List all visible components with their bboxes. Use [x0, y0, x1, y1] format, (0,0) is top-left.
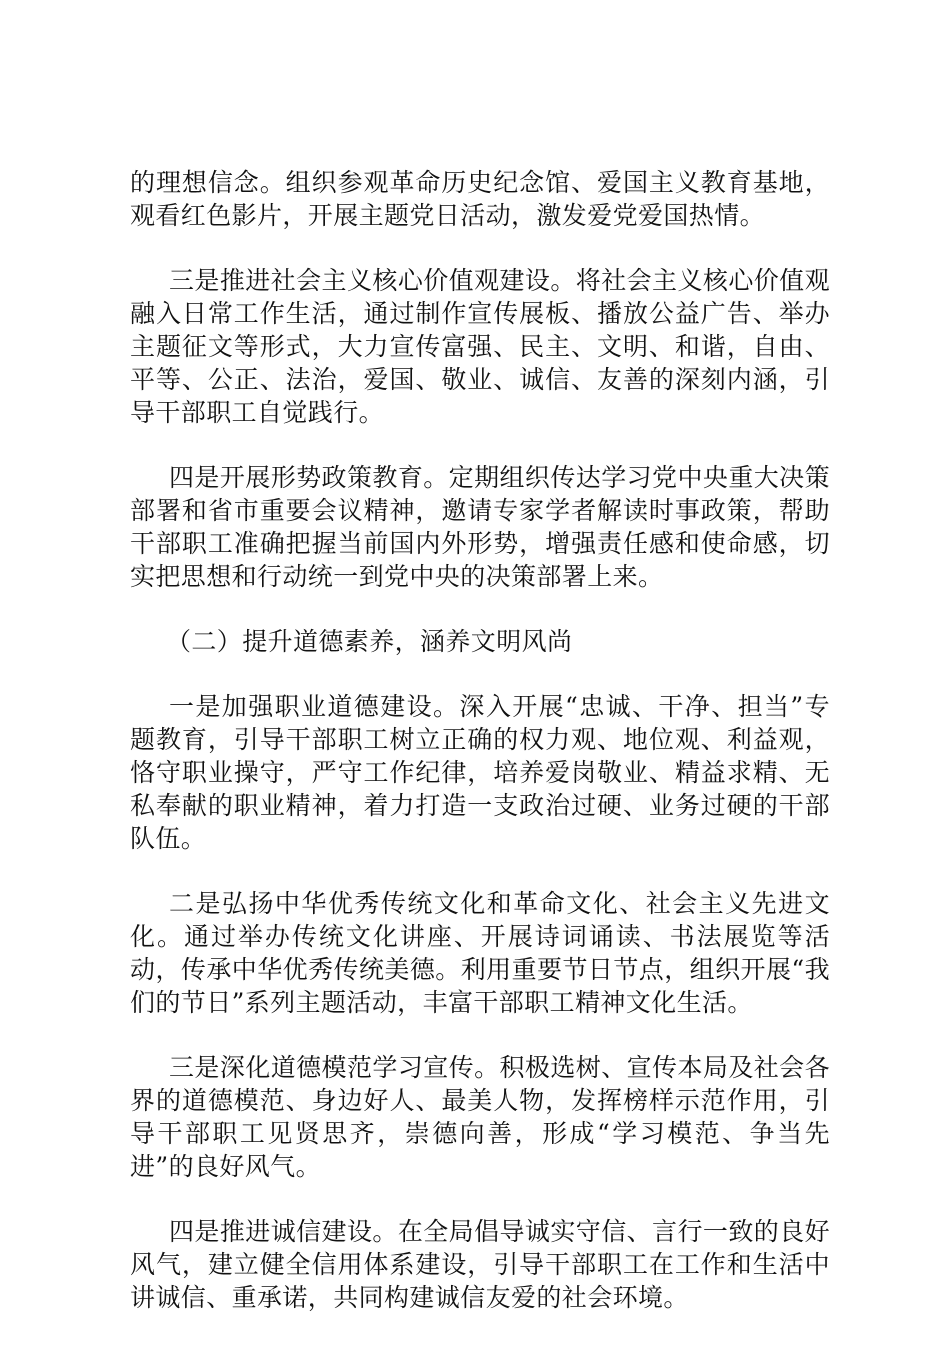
paragraph-policy-education: 四是开展形势政策教育。定期组织传达学习党中央重大决策部署和省市重要会议精神，邀请专家学者解读时事政策，帮助干部职工准确把握当前国内外形势，增强责任感和使命感，切实把思想和行动统一到党中央的决策部署上来。 [130, 463, 830, 591]
paragraph-core-values: 三是推进社会主义核心价值观建设。将社会主义核心价值观融入日常工作生活，通过制作宣传展板、播放公益广告、举办主题征文等形式，大力宣传富强、民主、文明、和谐，自由、平等、公正、法治，爱国、敬业、诚信、友善的深刻内涵，引导干部职工自觉践行。 [130, 266, 830, 427]
paragraph-integrity: 四是推进诚信建设。在全局倡导诚实守信、言行一致的良好风气，建立健全信用体系建设，引导干部职工在工作和生活中讲诚信、重承诺，共同构建诚信友爱的社会环境。 [130, 1217, 830, 1312]
section-heading: （二）提升道德素养，涵养文明风尚 [166, 627, 573, 656]
paragraph-professional-ethics: 一是加强职业道德建设。深入开展“忠诚、干净、担当”专题教育，引导干部职工树立正确的权力观、地位观、利益观，恪守职业操守，严守工作纪律，培养爱岗敬业、精益求精、无私奉献的职业精神，着力打造一支政治过硬、业务过硬的干部队伍。 [130, 692, 830, 853]
document-page [130, 166, 830, 1346]
paragraph-continuation: 的理想信念。组织参观革命历史纪念馆、爱国主义教育基地，观看红色影片，开展主题党日活动，激发爱党爱国热情。 [130, 168, 830, 230]
paragraph-traditional-culture: 二是弘扬中华优秀传统文化和革命文化、社会主义先进文化。通过举办传统文化讲座、开展诗词诵读、书法展览等活动，传承中华优秀传统美德。利用重要节日节点，组织开展“我们的节日”系列主题活动，丰富干部职工精神文化生活。 [130, 889, 830, 1017]
paragraph-moral-models: 三是深化道德模范学习宣传。积极选树、宣传本局及社会各界的道德模范、身边好人、最美人物，发挥榜样示范作用，引导干部职工见贤思齐，崇德向善，形成“学习模范、争当先进”的良好风气。 [130, 1053, 830, 1181]
